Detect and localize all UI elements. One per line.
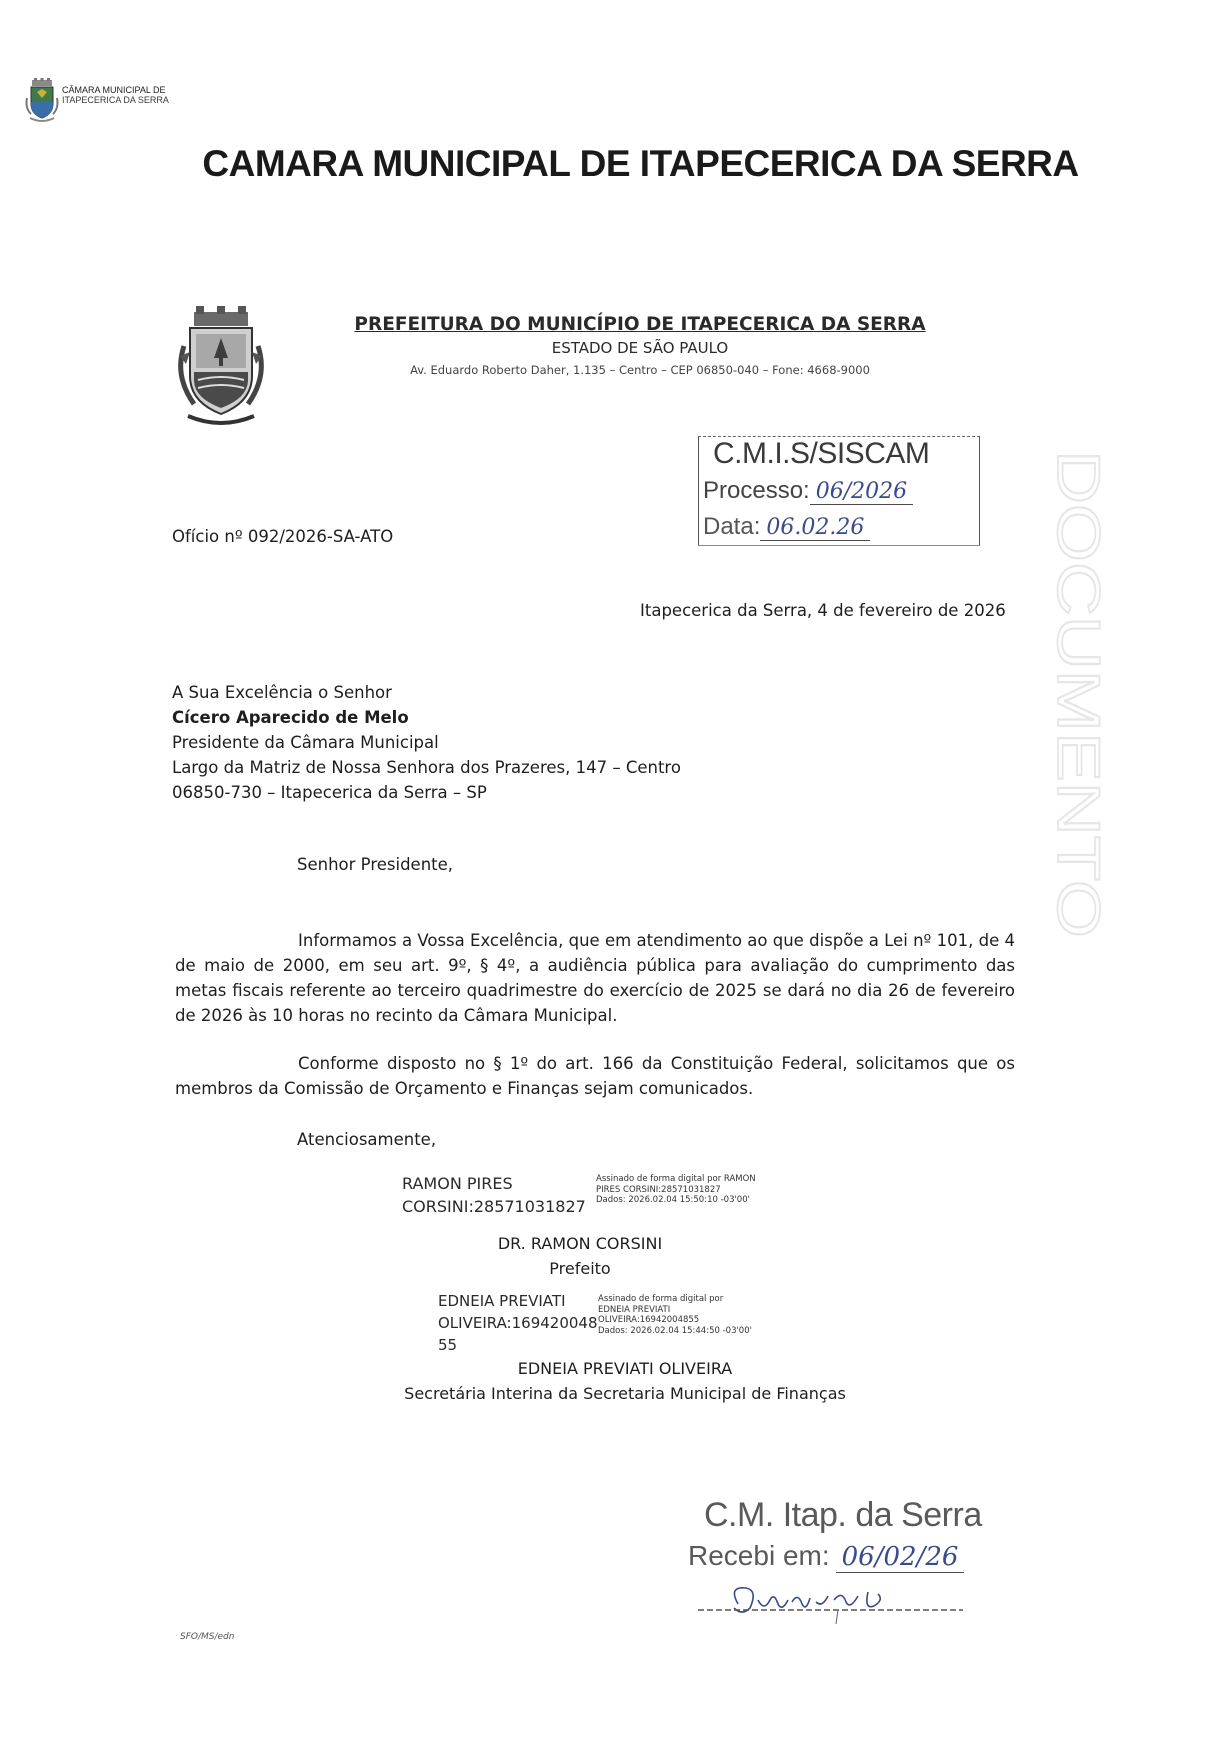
prefeitura-crest-icon: [172, 306, 270, 436]
prefeitura-header: [300, 314, 980, 377]
body-paragraph-1: Informamos a Vossa Excelência, que em atendimento ao que dispõe a Lei nº 101, de 4 de maio de 2000, em seu art. 9º, § 4º, a audiência pública para avaliação do cumprimento das metas fiscais referente ao terceiro quadrimestre do exercício de 2025 se dará no dia 26 de fevereiro de 2026 às 10 horas no recinto da Câmara Municipal.: [175, 931, 1015, 1025]
signature2-name-line2: OLIVEIRA:169420048: [438, 1314, 598, 1332]
processo-data-value: 06.02.26: [760, 515, 870, 541]
signature1-name-line2: CORSINI:28571031827: [402, 1197, 586, 1216]
recipient-block: [172, 680, 681, 805]
handwritten-signature: [698, 1578, 968, 1624]
signature2-meta-line2: EDNEIA PREVIATI: [598, 1304, 671, 1315]
signature2-meta-line3: OLIVEIRA:16942004855: [598, 1315, 700, 1325]
signature2-title: Secretária Interina da Secretaria Municipal de Finanças: [404, 1384, 846, 1403]
page-title: CAMARA MUNICIPAL DE ITAPECERICA DA SERRA: [202, 143, 1079, 184]
recipient-line1: A Sua Excelência o Senhor: [172, 683, 392, 702]
recipient-name: Cícero Aparecido de Melo: [172, 708, 409, 727]
signature2-name-line1: EDNEIA PREVIATI: [438, 1292, 566, 1310]
signature1-block: [430, 1231, 730, 1281]
signature1-digital-name: [402, 1172, 586, 1218]
processo-stamp-header: C.M.I.S/SISCAM: [713, 437, 930, 470]
signature1-title: Prefeito: [549, 1259, 611, 1278]
recipient-role: Presidente da Câmara Municipal: [172, 733, 439, 752]
signature1-meta-line1: Assinado de forma digital por RAMON: [596, 1174, 756, 1184]
signature2-meta-line4: Dados: 2026.02.04 15:44:50 -03'00': [598, 1325, 752, 1336]
received-stamp-header: C.M. Itap. da Serra: [704, 1496, 982, 1534]
oficio-number: Ofício nº 092/2026-SA-ATO: [172, 527, 394, 546]
camara-logo: [25, 78, 169, 134]
recipient-address2: 06850-730 – Itapecerica da Serra – SP: [172, 783, 487, 802]
camara-logo-line2: ITAPECERICA DA SERRA: [62, 95, 169, 105]
prefeitura-crest: [172, 306, 270, 436]
prefeitura-address: Av. Eduardo Roberto Daher, 1.135 – Centro – CEP 06850-040 – Fone: 4668-9000: [410, 363, 870, 377]
signature2-block: [300, 1356, 950, 1406]
watermark-text: DOCUMENTO: [1045, 450, 1112, 843]
processo-label: Processo:: [703, 477, 810, 504]
signature1-name-line1: RAMON PIRES: [402, 1174, 513, 1193]
camara-logo-line1: CÂMARA MUNICIPAL DE: [62, 85, 166, 95]
received-label: Recebi em:: [688, 1540, 830, 1571]
document-date: Itapecerica da Serra, 4 de fevereiro de 2026: [640, 601, 1006, 620]
watermark: [1040, 450, 1112, 940]
signature2-printed-name: EDNEIA PREVIATI OLIVEIRA: [517, 1359, 733, 1378]
signature1-printed-name: DR. RAMON CORSINI: [497, 1234, 663, 1253]
signature2-digital-name: [438, 1290, 598, 1356]
signature2-name-line3: 55: [438, 1336, 458, 1354]
typist-initials: SFO/MS/edn: [180, 1632, 235, 1642]
signature2-meta-line1: Assinado de forma digital por: [598, 1294, 724, 1304]
camara-crest-icon: [25, 78, 59, 124]
prefeitura-state: ESTADO DE SÃO PAULO: [551, 339, 729, 357]
prefeitura-title: PREFEITURA DO MUNICÍPIO DE ITAPECERICA DA SERRA: [354, 314, 926, 335]
signature1-meta-line3: Dados: 2026.02.04 15:50:10 -03'00': [596, 1195, 750, 1205]
processo-data-label: Data:: [703, 513, 761, 540]
signature1-meta: [596, 1174, 756, 1206]
processo-stamp: [698, 436, 980, 546]
signature1-meta-line2: PIRES CORSINI:28571031827: [596, 1184, 721, 1195]
closing: Atenciosamente,: [297, 1130, 437, 1149]
recipient-address1: Largo da Matriz de Nossa Senhora dos Prazeres, 147 – Centro: [172, 758, 681, 777]
received-value: 06/02/26: [836, 1542, 965, 1573]
processo-value: 06/2026: [810, 479, 913, 505]
signature2-meta: [598, 1294, 752, 1336]
received-stamp: [688, 1496, 982, 1626]
body-paragraph-2: Conforme disposto no § 1º do art. 166 da Constituição Federal, solicitamos que os membros da Comissão de Orçamento e Finanças sejam comunicados.: [175, 1054, 1015, 1098]
salutation: Senhor Presidente,: [297, 855, 454, 874]
